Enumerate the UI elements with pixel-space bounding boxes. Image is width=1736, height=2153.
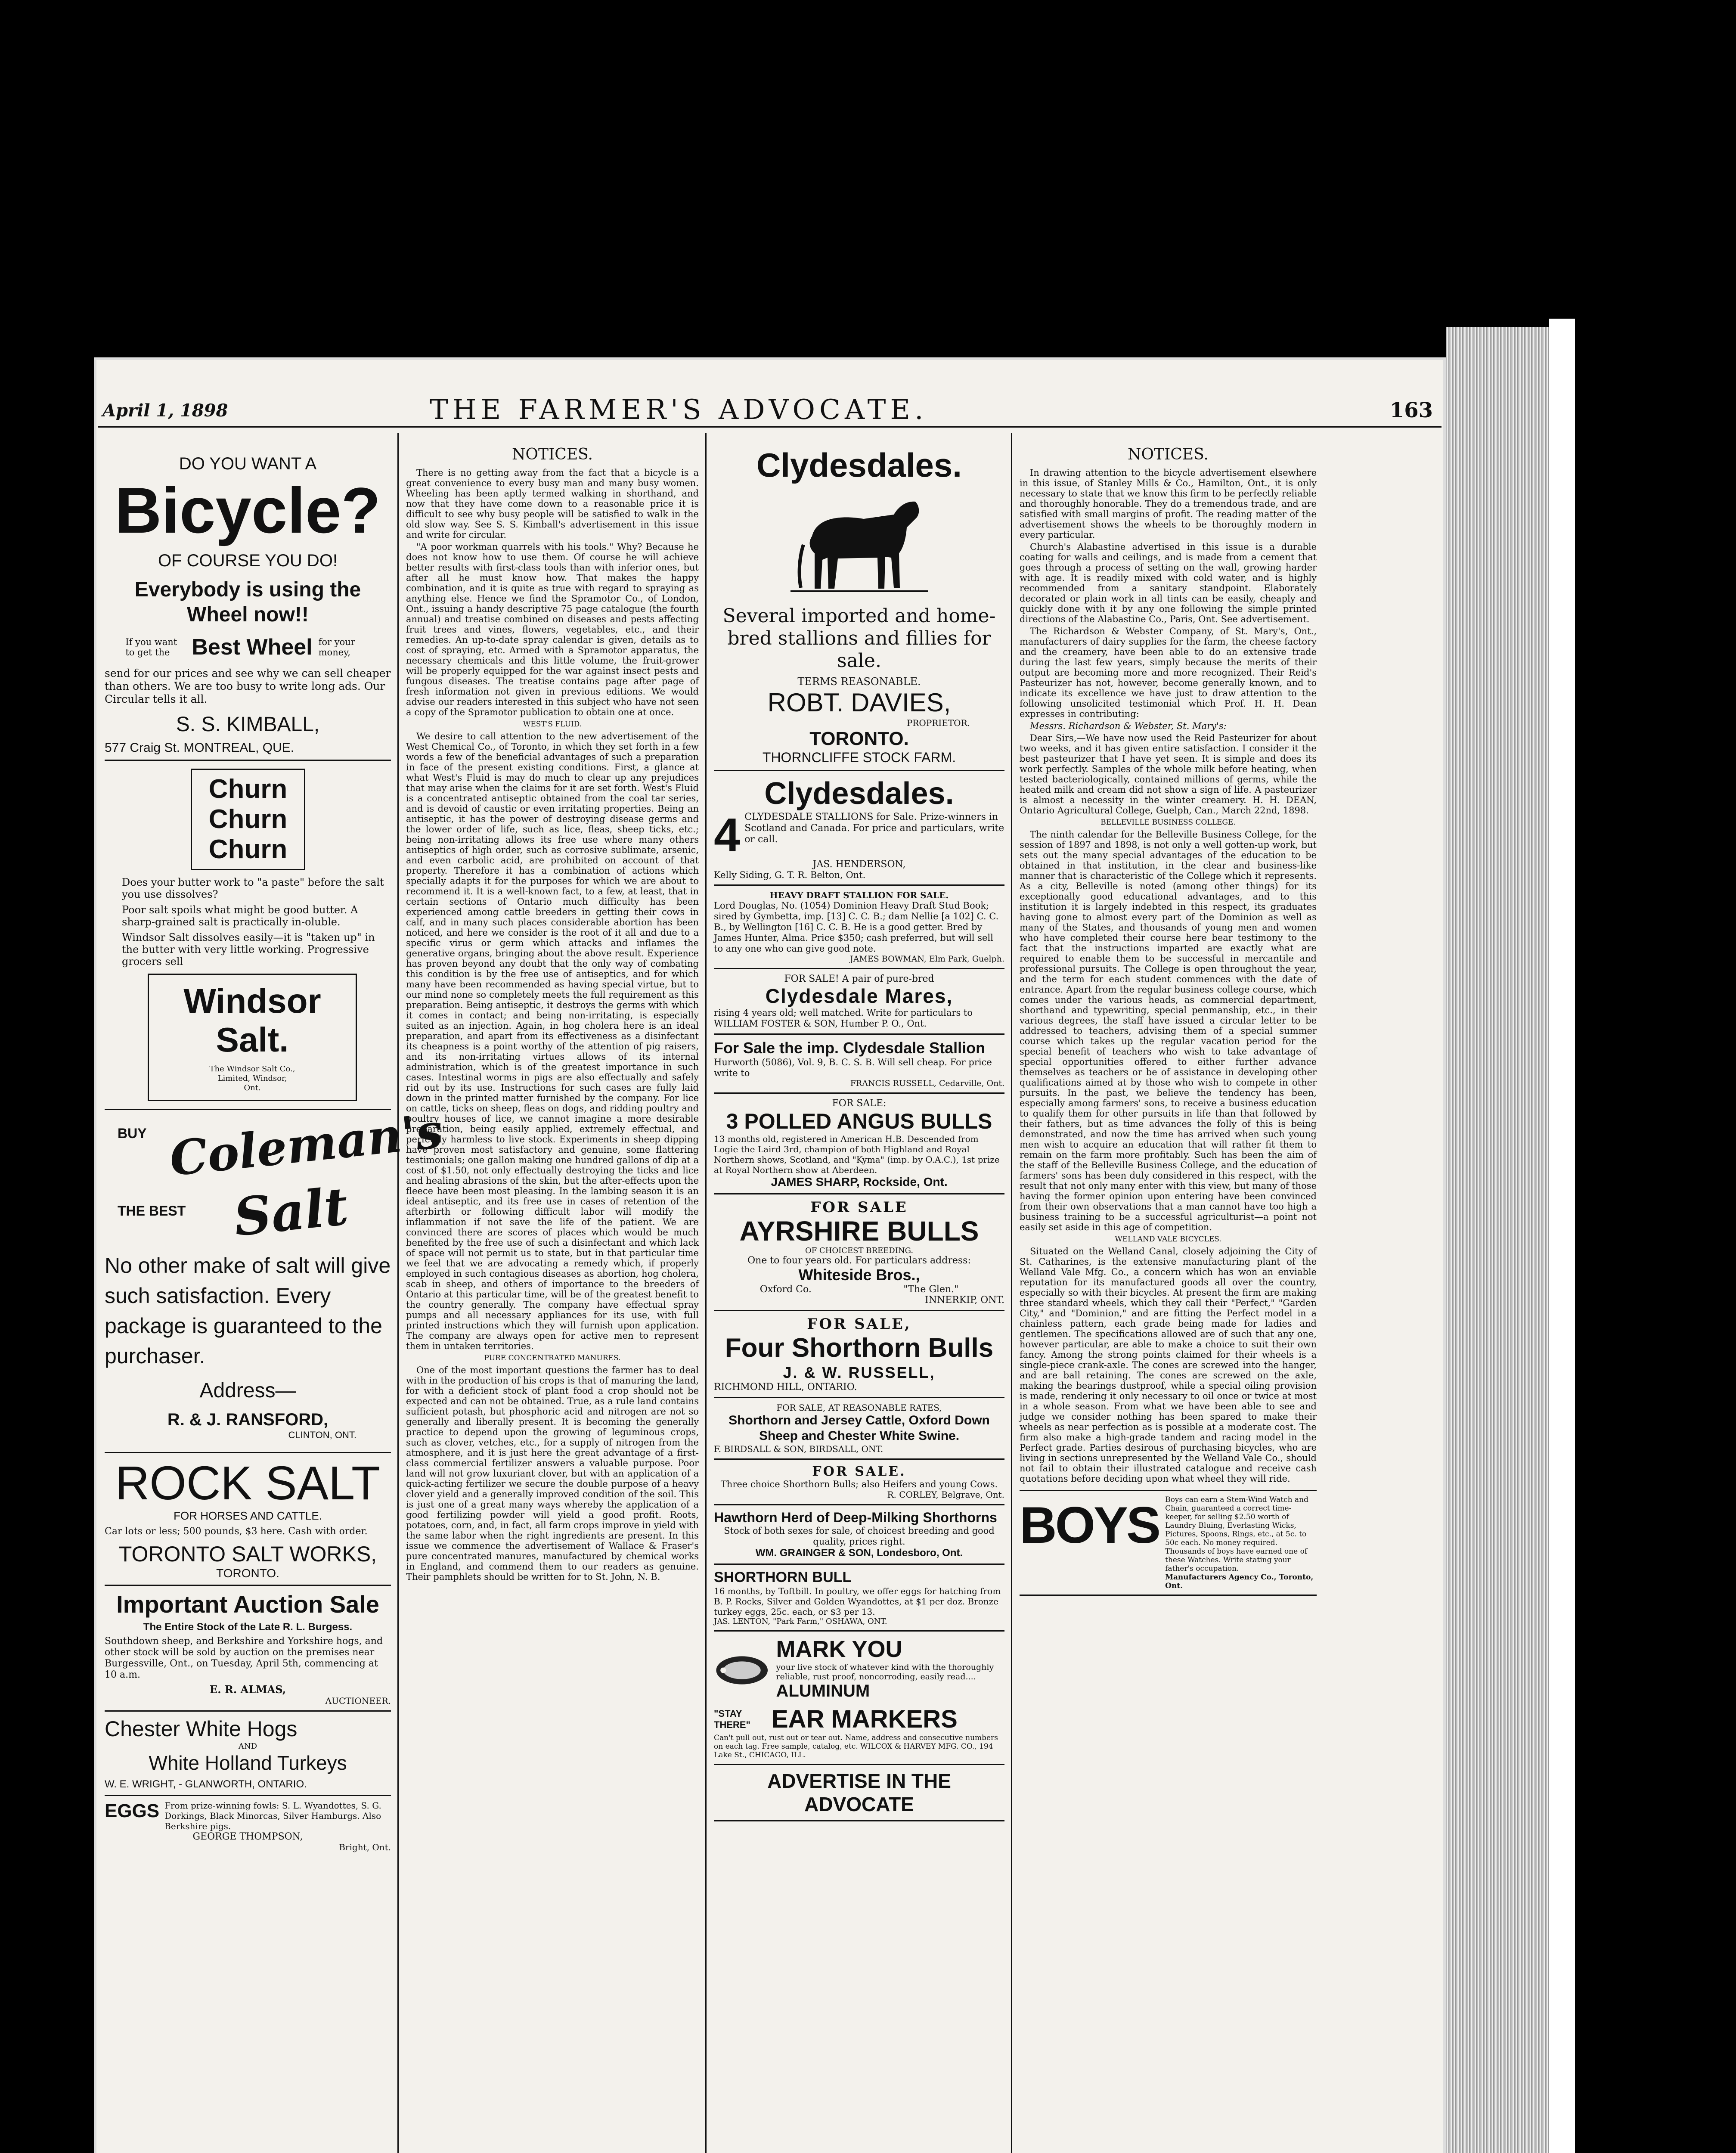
notices-right-subhead-belleville: BELLEVILLE BUSINESS COLLEGE. [1100, 818, 1236, 827]
shorthorn-bull-title: SHORTHORN BULL [714, 1569, 852, 1585]
clydes2-number: 4 [714, 809, 741, 862]
chester-line1: Chester White Hogs [105, 1717, 298, 1741]
chester-and: AND [238, 1742, 257, 1751]
colemans-address-label: Address— [199, 1379, 296, 1402]
shorthorn-line1: FOR SALE, [807, 1315, 911, 1333]
header-rule [98, 426, 1442, 428]
boys-watch-ad [1020, 1490, 1317, 1596]
bicycle-line3: Everybody is using the Wheel now!! [134, 578, 361, 626]
clydesdales-davies-ad [714, 441, 1004, 771]
book-page-edges [1446, 327, 1549, 2153]
clydes2-name: JAS. HENDERSON, [812, 859, 906, 870]
rock-salt-headline: ROCK SALT [115, 1457, 381, 1510]
auction-name: E. R. ALMAS, [209, 1683, 286, 1696]
colemans-place: CLINTON, ONT. [288, 1430, 356, 1440]
windsor-text1: Does your butter work to "a paste" before the salt you use dissolves? [122, 876, 384, 900]
mares-body: rising 4 years old; well matched. Write for particulars to WILLIAM FOSTER & SON, Humber P. O., Ont. [714, 1008, 973, 1029]
notices-right-title: NOTICES. [1128, 446, 1209, 463]
eggs-place: Bright, Ont. [339, 1842, 391, 1852]
clydes1-farm: THORNCLIFFE STOCK FARM. [762, 750, 956, 765]
imp-stallion-signature: FRANCIS RUSSELL, Cedarville, Ont. [850, 1079, 1004, 1088]
page-header [94, 394, 1446, 424]
markers-brand: ALUMINUM [776, 1681, 870, 1700]
notices-paragraph: One of the most important questions the farmer has to deal with in the production of his crops is that of manuring the land, for with a deficient stock of plant food a crop should not be expected and can not be obtained. True, as a rule land contains sufficient potash, but phosphoric acid and nitrogen are not so generally and liberally present. It is becoming the generally practice to depend upon the growing of leguminous crops, such as clover, vetches, etc., for a supply of nitrogen from the atmosphere, and it is just here the great advantage of a first-class commercial fertilizer answers a valuable purpose. Poor land will not grow luxuriant clover, but with an application of a quick-acting fertilizer we secure the double purpose of a heavy clover yield and a generally improved condition of the soil. This is just one of a great many ways whereby the application of a good fertilizing powder will yield a good profit. Roots, potatoes, corn, and, in fact, all farm crops improve in yield with the same labor when the right ingredients are present. In this issue we commence the advertisement of Wallace & Fraser's pure concentrated manures, manufactured by chemical works in England, and commend them to our readers as genuine. Their pamphlets should be written for to St. John, N. B. [406, 1365, 699, 1582]
rock-salt-city: TORONTO. [216, 1567, 279, 1580]
bicycle-line1: DO YOU WANT A [179, 454, 317, 473]
bicycle-name: S. S. KIMBALL, [176, 713, 320, 736]
colemans-logo [105, 1103, 445, 1250]
ear-markers-ad [714, 1632, 1004, 1765]
ayrshire-body: One to four years old. For particulars address: [747, 1255, 971, 1266]
boys-signature: Manufacturers Agency Co., Toronto, Ont. [1165, 1573, 1314, 1590]
churn-box [191, 769, 305, 870]
newspaper-page [94, 357, 1446, 2153]
jersey-cattle-ad [714, 1398, 1004, 1460]
notices-right-paragraph: Situated on the Welland Canal, closely adjoining the City of St. Catharines, is the extensive manufacturing plant of the Welland Vale Mfg. Co., a concern which has won an enviable reputation for its manufactured goods all over the country, especially so with their bicycles. At present the firm are making three standard wheels, which they call their "Perfect," "Garden City," and "Dominion," and are fitting the Perfect model in a chainless pattern, each grade being made for ladies and gentlemen. The specifications allowed are of such that any one, however particular, are able to make a choice to suit their own fancy. Among the strong points claimed for their wheels is a single-piece crank-axle. The cones are screwed into the hanger, and are ball retaining. The cones are screwed on the axle, making the bearings dustproof, while a special oiling provision is made, rendering it only necessary to oil once or twice at most in a whole season. From what we have been able to see and judge we consider nothing has been spared to make their wheels as near perfection as is possible at a moderate cost. The firm also make a high-grade tandem and racing model in the Perfect grade. Parties desirous of purchasing bicycles, who are living in sections unrepresented by the Welland Vale Co., should not fail to obtain their illustrated catalogue and receive cash quotations before deciding upon what wheel they will ride. [1020, 1246, 1317, 1484]
ear-tag-icon [714, 1636, 770, 1705]
notices-subhead-manures: PURE CONCENTRATED MANURES. [484, 1354, 621, 1362]
bicycle-line4a: If you want to get the [125, 637, 177, 658]
rock-salt-body: Car lots or less; 500 pounds, $3 here. Cash with order. [105, 1526, 368, 1537]
corley-body: Three choice Shorthorn Bulls; also Heifers and young Cows. [720, 1479, 998, 1489]
ayrshire-place: INNERKIP, ONT. [925, 1295, 1004, 1306]
rock-salt-ad [105, 1453, 391, 1586]
clydes1-body: Several imported and home-bred stallions and fillies for sale. [722, 605, 996, 672]
notices-right-subhead-welland: WELLAND VALE BICYCLES. [1115, 1235, 1221, 1244]
eggs-body: From prize-winning fowls: S. L. Wyandottes, S. G. Dorkings, Black Minorcas, Silver Hamburgs. Also Berkshire pigs. [164, 1800, 381, 1831]
draft-title: HEAVY DRAFT STALLION FOR SALE. [769, 890, 949, 900]
clydesdales-henderson-ad [714, 771, 1004, 886]
windsor-salt-ad [105, 761, 391, 1110]
column-divider [705, 433, 707, 2153]
colemans-salt-ad [105, 1103, 445, 1453]
windsor-brand-box [148, 974, 357, 1101]
colemans-brand: Coleman's [167, 1103, 445, 1187]
rock-salt-sub: FOR HORSES AND CATTLE. [174, 1509, 322, 1522]
bicycle-body: send for our prices and see why we can sell cheaper than others. We are too busy to write long ads. Our Circular tells it all. [105, 667, 391, 705]
bicycle-line4c: for your money, [318, 637, 355, 658]
notices-right-salutation: Messrs. Richardson & Webster, St. Mary's: [1030, 721, 1227, 731]
column-2-notices [406, 441, 699, 1584]
ayrshire-title: AYRSHIRE BULLS [739, 1216, 979, 1247]
churn-line: Churn [208, 804, 288, 834]
windsor-brand: Windsor [183, 982, 321, 1020]
draft-signature: JAMES BOWMAN, Elm Park, Guelph. [850, 954, 1004, 964]
jersey-title: Shorthorn and Jersey Cattle, Oxford Down Sheep and Chester White Swine. [728, 1413, 990, 1443]
notices-right-paragraph: The Richardson & Webster Company, of St. Mary's, Ont., manufacturers of dairy supplies for the farm, the cheese factory and the creamery, have been able to do an extensive trade during the last few years, simply because the merits of their output are becoming more and more recognized. Their Reid's Pasteurizer has not, however, become generally known, and to indicate its excellence we have just to draw attention to the following unsolicited testimonial which Prof. H. H. Dean expresses in contributing: [1020, 626, 1317, 719]
column-divider [1011, 433, 1012, 2153]
bicycle-line2: OF COURSE YOU DO! [158, 551, 338, 570]
imp-stallion-title: For Sale the imp. Clydesdale Stallion [714, 1039, 986, 1057]
boys-body: Boys can earn a Stem-Wind Watch and Chain, guaranteed a correct time-keeper, for selling $2.50 worth of Laundry Bluing, Everlasting Wicks, Pictures, Spoons, Rings, etc., at 5c. to 50c each. No money required. Thousands of boys have earned one of these Watches. Write stating your father's occupation. [1165, 1495, 1308, 1573]
ayrshire-farm: "The Glen." [903, 1284, 959, 1295]
shorthorn-bull-body: 16 months, by Toftbill. In poultry, we offer eggs for hatching from B. P. Rocks, Silver and Golden Wyandottes, at $1 per doz. Bronze turkey eggs, 25c. each, or $3 per 13. [714, 1586, 1001, 1617]
markers-name: EAR MARKERS [772, 1705, 958, 1733]
auction-body: Southdown sheep, and Berkshire and Yorkshire hogs, and other stock will be sold by auction on the premises near Burgessville, Ont., on Tuesday, April 5th, commencing at 10 a.m. [105, 1636, 383, 1680]
clydes2-body: CLYDESDALE STALLIONS for Sale. Prize-winners in Scotland and Canada. For price and particulars, write or call. [744, 812, 1004, 845]
ayrshire-county: Oxford Co. [760, 1284, 812, 1295]
chester-line2: White Holland Turkeys [149, 1752, 347, 1774]
hawthorn-signature: WM. GRAINGER & SON, Londesboro, Ont. [755, 1547, 963, 1559]
hawthorn-body: Stock of both sexes for sale, of choicest breeding and good quality, prices right. [724, 1526, 995, 1547]
corley-signature: R. CORLEY, Belgrave, Ont. [887, 1489, 1004, 1500]
eggs-ad [105, 1796, 391, 1857]
notices-right-paragraph: The ninth calendar for the Belleville Business College, for the session of 1897 and 1898, is not only a well gotten-up work, but sets out the many special advantages of the education to be obtained in that institution, in the clear and business-like manner that is characteristic of the College which it represents. As a city, Belleville is noted (among other things) for its exceptionally good educational advantages, and to this institution it is largely indebted in this respect, its graduates having gone to almost every part of the Dominion as well as many of the States, and thousands of young men and women who have completed their course here bear testimony to the fact that the instructions imparted are exactly what are required to enable them to be successful in mercantile and professional pursuits. The College is open throughout the year, and the term for each student commences with the date of entrance. Apart from the regular business college course, which comes under the various heads, as commercial department, shorthand and typewriting, special penmanship, etc., in their various degrees, the staff have issued a circular letter to be addressed to teachers, advising them of a special summer course which takes up the regular vacation period for the special benefit of teachers who wish to take advantage of special opportunities offered to either further advance themselves as teachers or be of assistance in developing other qualifications aimed at by those who wish to compete in other pursuits. In the past, we believe the tendency has been, especially among farmers' sons, to receive a business education to qualify them for other pursuits in life than that followed by their fathers, but as time advances the folly of this is being demonstrated, and now the time has arrived when such young men wish to acquire an education that will rather fit them to remain on the farm more profitably. Such has been the aim of the staff of the Belleville Business College, and the education of farmers' sons has been duly considered in this respect, with the result that not only many enter with this view, but many of those having the former opinion upon entering have been convinced from their own observations that a man cannot have too high a business training to be a successful agriculturist—a point not easily set aside in this age of competition. [1020, 829, 1317, 1232]
ayrshire-sub: OF CHOICEST BREEDING. [805, 1246, 914, 1255]
clydes2-title: Clydesdales. [764, 776, 954, 811]
colemans-name: R. & J. RANSFORD, [167, 1410, 329, 1429]
notices-right-paragraph: Dear Sirs,—We have now used the Reid Pasteurizer for about two weeks, and it has given entire satisfaction. I consider it the best pasteurizer that I have yet seen. It is simple and does its work perfectly. Samples of the whole milk before heating, when tested bacteriologically, contained millions of germs, while the heated milk and cream did not show a sign of life. A pasteurizer is almost a necessity in the winter creamery. H. H. DEAN, Ontario Agricultural College, Guelph, Can., March 22nd, 1898. [1020, 733, 1317, 816]
angus-body: 13 months old, registered in American H.B. Descended from Logie the Laird 3rd, champion of both Highland and Royal Northern shows, Scotland, and "Kyma" (imp. by O.A.C.), 1st prize at Royal Northern show at Aberdeen. [714, 1134, 1000, 1175]
markers-stay-there: "STAY THERE" [714, 1708, 750, 1730]
jersey-signature: F. BIRDSALL & SON, BIRDSALL, ONT. [714, 1444, 884, 1454]
bicycle-ad [105, 441, 391, 761]
shorthorn-title: Four Shorthorn Bulls [725, 1333, 994, 1363]
windsor-brand-salt: Salt. [216, 1021, 289, 1059]
bicycle-address: 577 Craig St. MONTREAL, QUE. [105, 741, 294, 755]
imp-stallion-body: Hurworth (5086), Vol. 9, B. C. S. B. Will sell cheap. For price write to [714, 1057, 992, 1078]
mares-title: Clydesdale Mares, [765, 985, 953, 1007]
corley-ad [714, 1460, 1004, 1505]
notices-paragraph: We desire to call attention to the new advertisement of the West Chemical Co., of Toronto, in which they set forth in a few words a few of the beneficial advantages of such a preparation in face of the present existing conditions. First, a glance at what West's Fluid is may do much to clear up any prejudices that may arise when the claims for it are set forth. West's Fluid is a concentrated antiseptic obtained from the coal tar series, and is devoid of caustic or even irritating properties. Being an antiseptic, it has the power of destroying disease germs and the lower order of life, such as lice, fleas, sheep ticks, etc.; being non-irritating allows its free use where many others antiseptics of high order, such as corrosive sublimate, arsenic, and even carbolic acid, are prohibited on account of that property. Therefore it has a combination of actions which specially adapts it for the purposes for which we are about to recommend it. It is a well-known fact, to a few, at least, that in certain sections of Ontario much difficulty has been experienced among cattle breeders in getting their cows in calf, and in many such places considerable abortion has been noticed, and here we consider is the root of it all and due to a specific virus or germ which attacks and inflames the generative organs, bringing about the above result. Experience has proven beyond any doubt that the only way of combating this condition is by the free use of antiseptics, and for which many have been recommended as having special virtue, but to our mind none so completely meets the full requirement as this preparation. Being antiseptic, it destroys the germs with which it comes in contact; and being non-irritating, is especially suited as an injection. Again, in hog cholera here is an ideal preparation, and apart from its effectiveness as a disinfectant its cheapness is a point worthy of the attention of pig raisers, and its non-irritating virtues allows of its internal administration, which is of the greatest importance in such cases. Intestinal worms in pigs are also effectually and safely rid out by its use. Instructions for such cases are fully laid down in the printed matter furnished by the company. For lice on cattle, ticks on sheep, fleas on dogs, and ridding poultry and poultry houses of lice, we cannot imagine a more desirable preparation, being easily applied, extremely effectual, and perfectly harmless to live stock. Experiments in sheep dipping have proven most satisfactory and genuine, some flattering testimonials; one gallon making one hundred gallons of dip at a cost of $1.50, not only effectually destroying the ticks and lice and healing abrasions of the skin, but the after-effects upon the fleece have been most pleasing. In the lambing season it is an ideal antiseptic, and its free use in cases of retention of the afterbirth or following difficult labor will modify the inflammation if not save the life of the patient. We are convinced there are scores of places which would be much benefited by the free use of such a disinfectant and which lack of space will not permit us to state, but in that particular time we feel that we are advocating a remedy which, if properly employed in such contagious diseases as abortion, hog cholera, scab in sheep, and others of importance to the breeders of Ontario at this particular time, will be of the greatest benefit to the country generally. The company have effectual spray pumps and all necessary appliances for its use, with full printed instructions which they will furnish upon application. The company are always open for active men to represent them in untaken territories. [406, 731, 699, 1351]
notices-right-paragraph: In drawing attention to the bicycle advertisement elsewhere in this issue, of Stanley Mills & Co., Hamilton, Ont., it is only necessary to state that we know this firm to be perfectly reliable and thoroughly honorable. They do a tremendous trade, and are satisfied with small margins of profit. The reading matter of the advertisement shows the wheels to be thoroughly modern in every particular. [1020, 468, 1317, 540]
churn-line: Churn [208, 835, 288, 864]
notices-paragraph: There is no getting away from the fact that a bicycle is a great convenience to every busy man and many busy women. Wheeling has been aptly termed walking in shorthand, and now that they have come down to a reasonable price it is difficult to see why busy people will be satisfied to walk in the old slow way. See S. S. Kimball's advertisement in this issue and write for circular. [406, 468, 699, 540]
markers-title: MARK YOU [776, 1636, 902, 1662]
clydes1-title: Clydesdales. [756, 446, 962, 484]
corley-line1: FOR SALE. [812, 1464, 906, 1479]
auction-role: AUCTIONEER. [325, 1696, 391, 1706]
column-3-livestock-ads [714, 441, 1004, 1821]
boys-title: BOYS [1020, 1496, 1159, 1554]
angus-title: 3 POLLED ANGUS BULLS [726, 1109, 992, 1133]
jersey-line1: FOR SALE, AT REASONABLE RATES, [776, 1402, 942, 1413]
column-4-notices [1020, 441, 1317, 1596]
ayrshire-bulls-ad [714, 1194, 1004, 1311]
auction-ad [105, 1586, 391, 1712]
windsor-text3: Windsor Salt dissolves easily—it is "taken up" in the butter with very little working. Progressive grocers sell [122, 931, 375, 968]
markers-fine-print: Can't pull out, rust out or tear out. Name, address and consecutive numbers on each tag. Free sample, catalog, etc. WILCOX & HARVEY MFG. CO., 194 Lake St., CHICAGO, ILL. [714, 1734, 998, 1759]
column-divider [397, 433, 399, 2153]
auction-headline: Important Auction Sale [116, 1591, 379, 1618]
chester-hogs-ad [105, 1712, 391, 1796]
clydes1-name: ROBT. DAVIES, [767, 688, 951, 717]
bicycle-best-wheel-row [105, 634, 391, 660]
markers-body: your live stock of whatever kind with the thoroughly reliable, rust proof, noncorroding, easily read.... [776, 1663, 994, 1681]
shorthorn-bull-signature: JAS. LENTON, "Park Farm," OSHAWA, ONT. [714, 1617, 887, 1626]
eggs-word: EGGS [105, 1800, 160, 1821]
colemans-body: No other make of salt will give such satisfaction. Every package is guaranteed to the purchaser. [105, 1253, 391, 1368]
churn-line: Churn [208, 774, 288, 804]
header-title: THE FARMER'S ADVOCATE. [430, 394, 928, 426]
header-date: April 1, 1898 [102, 400, 228, 421]
hawthorn-title: Hawthorn Herd of Deep-Milking Shorthorns [714, 1510, 997, 1525]
header-page-number: 163 [1389, 398, 1433, 422]
colemans-buy: BUY [118, 1126, 147, 1141]
eggs-name: GEORGE THOMPSON, [192, 1831, 303, 1842]
imported-stallion-ad [714, 1035, 1004, 1094]
column-1 [105, 441, 445, 1857]
book-edge-highlight [1549, 319, 1575, 2153]
clydes2-place: Kelly Siding, G. T. R. Belton, Ont. [714, 870, 866, 880]
draft-stallion-ad [714, 886, 1004, 969]
angus-bulls-ad [714, 1094, 1004, 1194]
shorthorn-bulls-ad [714, 1311, 1004, 1398]
clydes1-city: TORONTO. [809, 728, 909, 749]
shorthorn-name: J. & W. RUSSELL, [783, 1364, 936, 1381]
hawthorn-herd-ad [714, 1505, 1004, 1565]
bicycle-best-wheel: Best Wheel [192, 635, 313, 660]
notices-subhead-wests-fluid: WEST'S FLUID. [523, 720, 582, 729]
chester-owner: W. E. WRIGHT, - GLANWORTH, ONTARIO. [105, 1778, 307, 1790]
ayrshire-name: Whiteside Bros., [798, 1266, 920, 1284]
windsor-text2: Poor salt spoils what might be good butter. A sharp-grained salt is practically in-oluble. [122, 904, 358, 928]
clydesdale-mares-ad [714, 969, 1004, 1035]
notices-title: NOTICES. [512, 446, 593, 463]
notices-right-paragraph: Church's Alabastine advertised in this issue is a durable coating for walls and ceilings, and is made from a cement that goes through a process of setting on the wall, growing harder with age. It is readily mixed with cold water, and is highly recommended from a sanitary standpoint. Elaborately decorated or plain work in all tints can be easily, cheaply and quickly done with it by any one following the simple printed directions of the Alabastine Co., Paris, Ont. See advertisement. [1020, 542, 1317, 624]
mares-line1: FOR SALE! A pair of pure-bred [784, 974, 934, 984]
draft-body: Lord Douglas, No. (1054) Dominion Heavy Draft Stud Book; sired by Gymbetta, imp. [13] C. C. B.; dam Nellie [a 102] C. C. B., by Wellington [16] C. C. B. He is a good getter. Bred by James Hunter, Alma. Price $350; cash preferred, but will sell to any one who can give good note. [714, 900, 999, 954]
angus-line1: FOR SALE: [832, 1098, 887, 1109]
bicycle-headline: Bicycle? [115, 474, 381, 546]
horse-illustration [786, 489, 933, 601]
shorthorn-bull-ad [714, 1565, 1004, 1632]
ayrshire-line1: FOR SALE [810, 1199, 908, 1216]
shorthorn-place: RICHMOND HILL, ONTARIO. [714, 1382, 857, 1393]
rock-salt-company: TORONTO SALT WORKS, [118, 1542, 377, 1566]
auction-sub: The Entire Stock of the Late R. L. Burgess. [143, 1621, 353, 1633]
clydes1-terms: TERMS REASONABLE. [797, 676, 921, 688]
notices-paragraph: "A poor workman quarrels with his tools." Why? Because he does not know how to use them. Of course he will achieve better results with first-class tools than with inferior ones, but after all he must know how. That makes the happy combination, and it is quite as true with regard to spraying as anything else. Hence we find the Spramotor Co., of London, Ont., issuing a handy descriptive 75 page catalogue (the fourth annual) and treatise combined on diseases and pests affecting fruit trees and vines, flowers, vegetables, etc., and their remedies. An up-to-date spray calendar is given, details as to cost of spraying, etc. Armed with a Spramotor apparatus, the necessary chemicals and this little volume, the fruit-grower will be properly equipped for the war against insect pests and fungous diseases. The treatise contains page after page of fresh information not given in previous editions. We would advise our readers interested in this subject who have not seen a copy of the Spramotor publication to obtain one at once. [406, 542, 699, 717]
colemans-salt: Salt [231, 1176, 351, 1248]
clydes1-role: PROPRIETOR. [906, 718, 970, 728]
advertise-banner: ADVERTISE IN THE ADVOCATE [714, 1765, 1004, 1821]
angus-signature: JAMES SHARP, Rockside, Ont. [771, 1175, 948, 1188]
colemans-the-best: THE BEST [118, 1203, 186, 1219]
windsor-company: The Windsor Salt Co., Limited, Windsor, Ont. [209, 1064, 295, 1092]
